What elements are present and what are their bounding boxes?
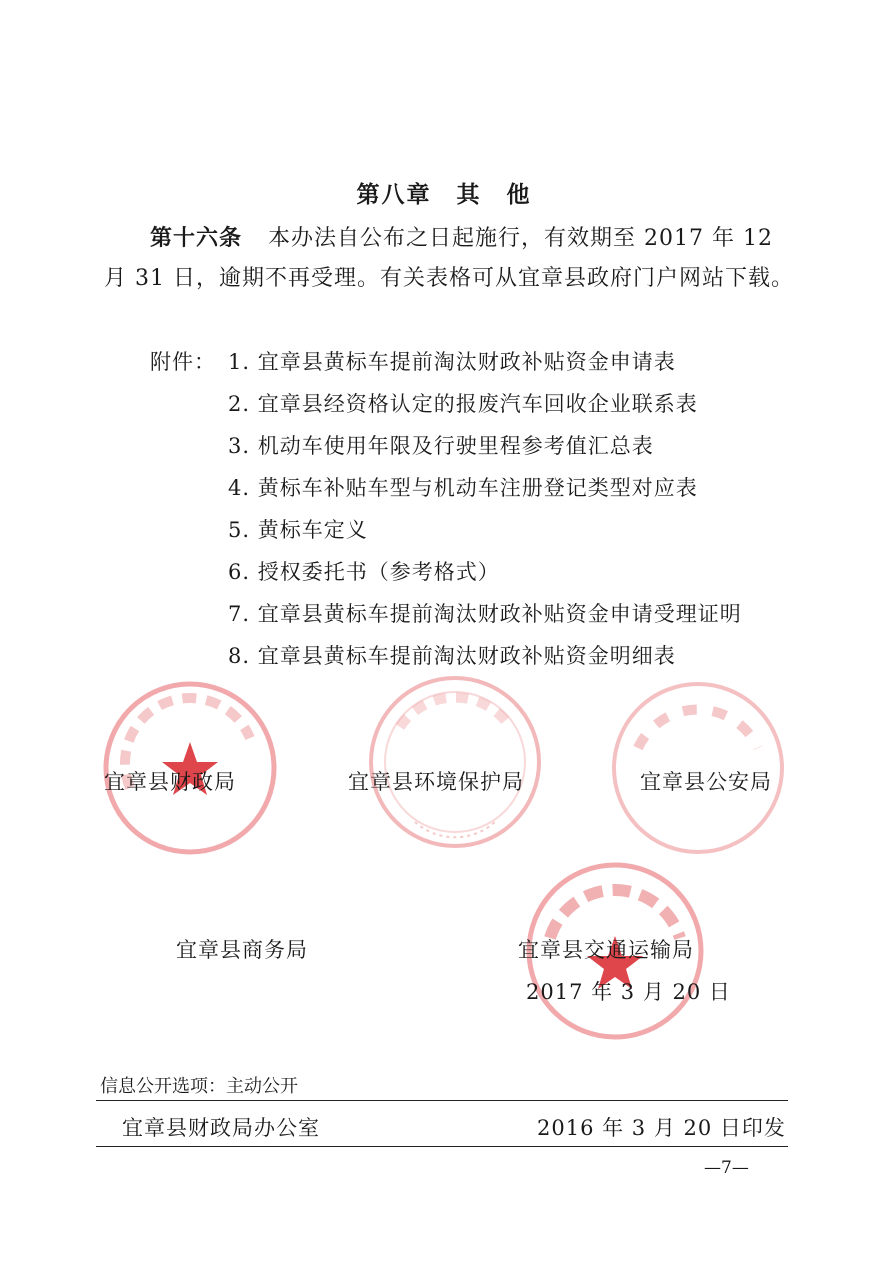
attachment-item-5: 5. 黄标车定义 [228, 518, 368, 542]
footer-bottom-rule [96, 1146, 788, 1147]
signing-date: 2017 年 3 月 20 日 [526, 980, 731, 1004]
attachment-item-1: 1. 宜章县黄标车提前淘汰财政补贴资金申请表 [228, 350, 676, 374]
disclosure-option: 信息公开选项：主动公开 [100, 1076, 298, 1097]
footer-top-rule [96, 1100, 788, 1101]
article-label: 第十六条 [150, 226, 243, 251]
footer-issue-date: 2016 年 3 月 20 日印发 [537, 1116, 786, 1140]
chapter-title: 第八章 其 他 [356, 182, 532, 208]
attachment-item-8: 8. 宜章县黄标车提前淘汰财政补贴资金明细表 [228, 644, 676, 668]
environment-bureau-seal [365, 672, 545, 852]
page-number: —7— [704, 1158, 749, 1178]
article-text-line-1: 本办法自公布之日起施行，有效期至 2017 年 12 [268, 226, 773, 251]
signatory-environment-bureau: 宜章县环境保护局 [348, 770, 524, 794]
attachment-item-2: 2. 宜章县经资格认定的报废汽车回收企业联系表 [228, 392, 698, 416]
attachment-item-6: 6. 授权委托书（参考格式） [228, 560, 500, 584]
article-16-line-1 [150, 221, 773, 252]
attachment-item-3: 3. 机动车使用年限及行驶里程参考值汇总表 [228, 434, 654, 458]
signatory-police-bureau: 宜章县公安局 [640, 770, 772, 794]
footer-issuer: 宜章县财政局办公室 [122, 1116, 320, 1140]
attachment-item-4: 4. 黄标车补贴车型与机动车注册登记类型对应表 [228, 476, 698, 500]
attachment-item-7: 7. 宜章县黄标车提前淘汰财政补贴资金申请受理证明 [228, 602, 742, 626]
attachments-prefix: 附件： [150, 350, 216, 374]
signatory-commerce-bureau: 宜章县商务局 [176, 938, 308, 962]
article-text-line-2: 月 31 日，逾期不再受理。有关表格可从宜章县政府门户网站下载。 [104, 266, 794, 291]
signatory-finance-bureau: 宜章县财政局 [104, 770, 236, 794]
signatory-transport-bureau: 宜章县交通运输局 [518, 938, 694, 962]
